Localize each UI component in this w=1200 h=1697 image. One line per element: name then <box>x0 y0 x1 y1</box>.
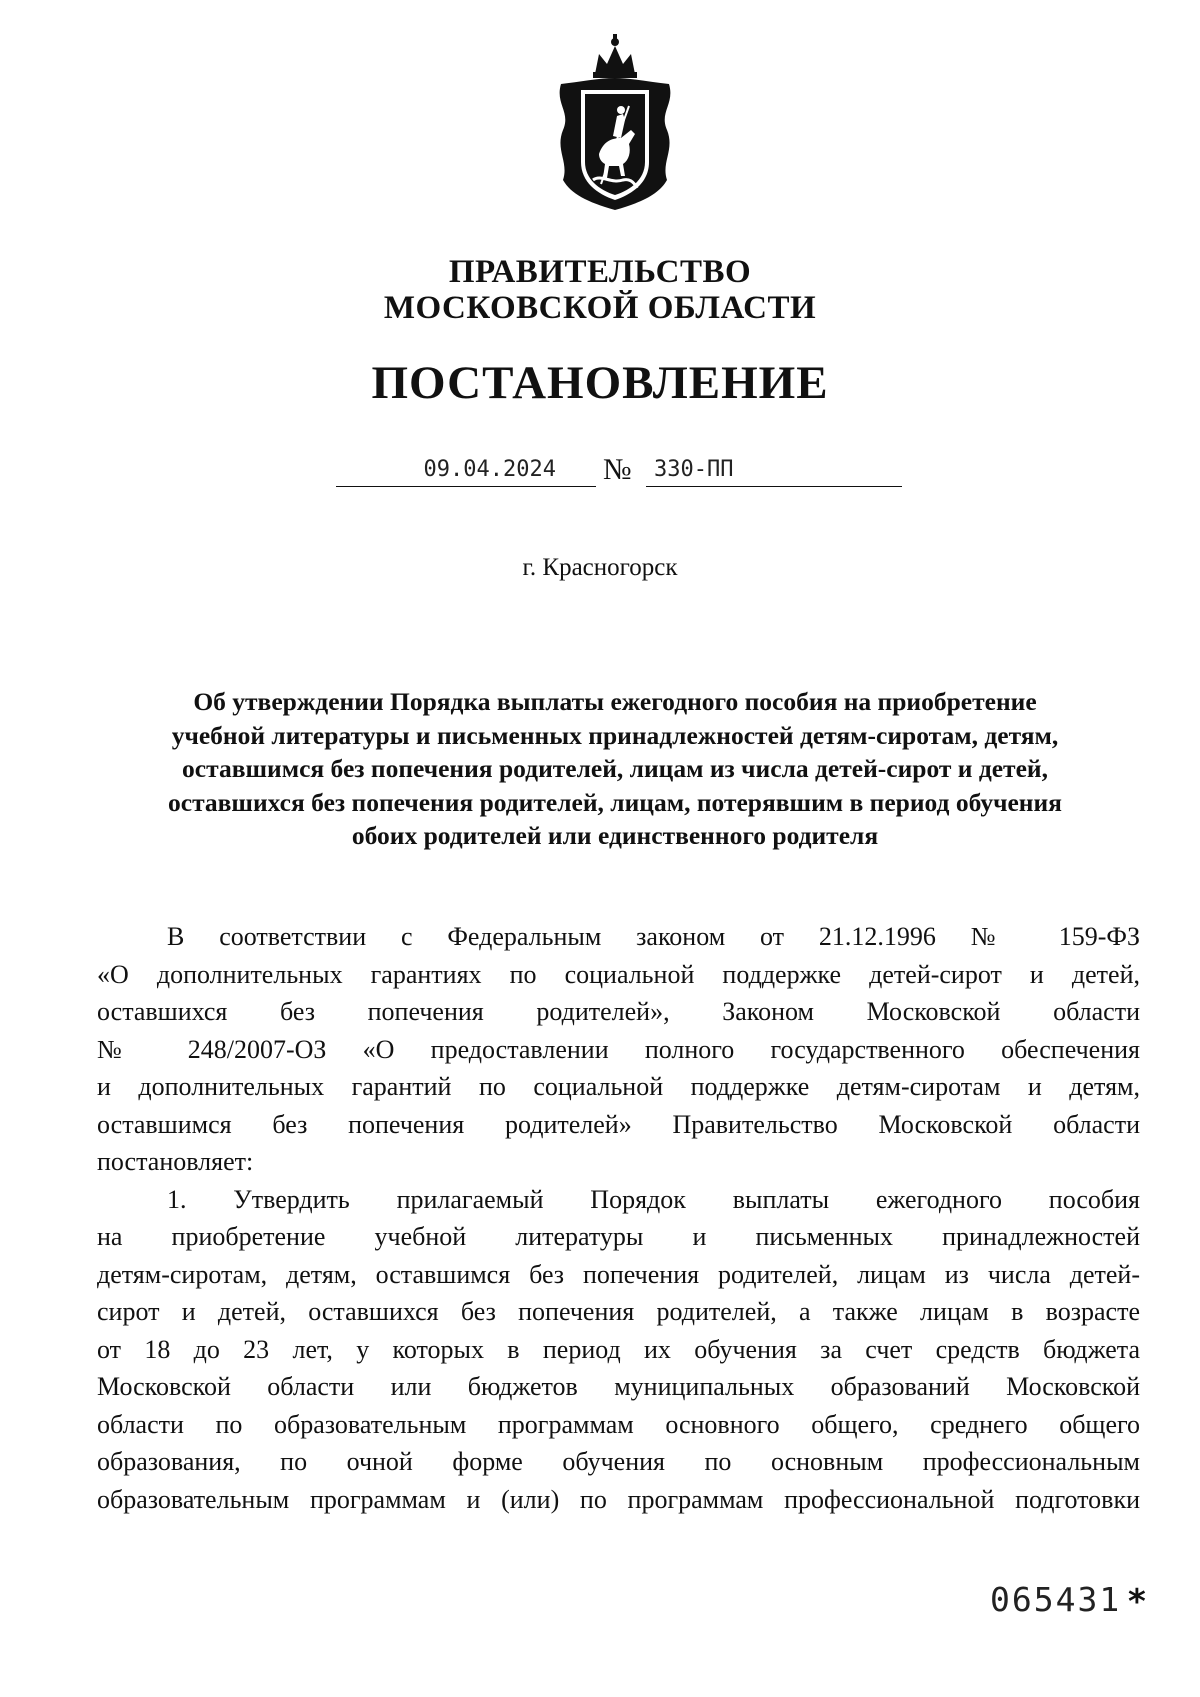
body-line: Московской области или бюджетов муниципальных образований Московской <box>97 1372 1140 1401</box>
body-line: от 18 до 23 лет, у которых в период их обучения за счет средств бюджета <box>97 1334 1140 1364</box>
body-line: на приобретение учебной литературы и письменных принадлежностей <box>97 1222 1140 1251</box>
body-line: детям-сиротам, детям, оставшимся без попечения родителей, лицам из числа детей- <box>97 1259 1140 1289</box>
government-name-line-1: ПРАВИТЕЛЬСТВО <box>448 254 752 290</box>
title-line: Об утверждении Порядка выплаты ежегодного пособия на приобретение <box>193 687 1037 716</box>
body-line: сирот и детей, оставшихся без попечения родителей, а также лицам в возрасте <box>97 1297 1140 1326</box>
body-line: образовательным программам и (или) по программам профессиональной подготовки <box>97 1484 1140 1514</box>
body-line: постановляет: <box>97 1147 254 1176</box>
government-name-line-2: МОСКОВСКОЙ ОБЛАСТИ <box>383 290 817 326</box>
title-line: оставшимся без попечения родителей, лицам из числа детей-сирот и детей, <box>182 754 1048 783</box>
title-line: учебной литературы и письменных принадлежностей детям-сиротам, детям, <box>171 720 1059 750</box>
document-date: 09.04.2024 <box>423 457 556 482</box>
body-line: оставшимся без попечения родителей» Правительство Московской области <box>97 1109 1140 1139</box>
document-body <box>97 918 1140 1518</box>
number-sign: № <box>603 453 632 486</box>
number-underline <box>646 486 902 487</box>
coat-of-arms-emblem <box>551 34 679 214</box>
registration-line <box>336 455 902 489</box>
document-type-heading: ПОСТАНОВЛЕНИЕ <box>371 357 829 409</box>
body-line: «О дополнительных гарантиях по социальной поддержке детей-сирот и детей, <box>97 959 1140 989</box>
body-line: образования, по очной форме обучения по основным профессиональным <box>97 1447 1140 1476</box>
date-underline <box>336 486 596 487</box>
body-line: В соответствии с Федеральным законом от 21.12.1996 № 159-ФЗ <box>167 922 1140 951</box>
body-line: № 248/2007-ОЗ «О предоставлении полного государственного обеспечения <box>97 1034 1140 1064</box>
serial-star-mark: * <box>1128 1582 1146 1622</box>
body-line: 1. Утвердить прилагаемый Порядок выплаты ежегодного пособия <box>167 1184 1140 1214</box>
serial-number: 065431 <box>990 1580 1122 1619</box>
title-line: обоих родителей или единственного родителя <box>351 821 879 850</box>
title-line: оставшихся без попечения родителей, лицам, потерявшим в период обучения <box>168 787 1062 817</box>
body-line: и дополнительных гарантий по социальной поддержке детям-сиротам и детям, <box>97 1072 1140 1101</box>
document-number: 330-ПП <box>654 457 734 482</box>
body-line: области по образовательным программам основного общего, среднего общего <box>97 1409 1140 1439</box>
document-city: г. Красногорск <box>522 554 678 581</box>
coat-of-arms-icon <box>551 34 679 214</box>
body-line: оставшихся без попечения родителей», Законом Московской области <box>97 997 1140 1026</box>
document-title <box>110 685 1120 853</box>
